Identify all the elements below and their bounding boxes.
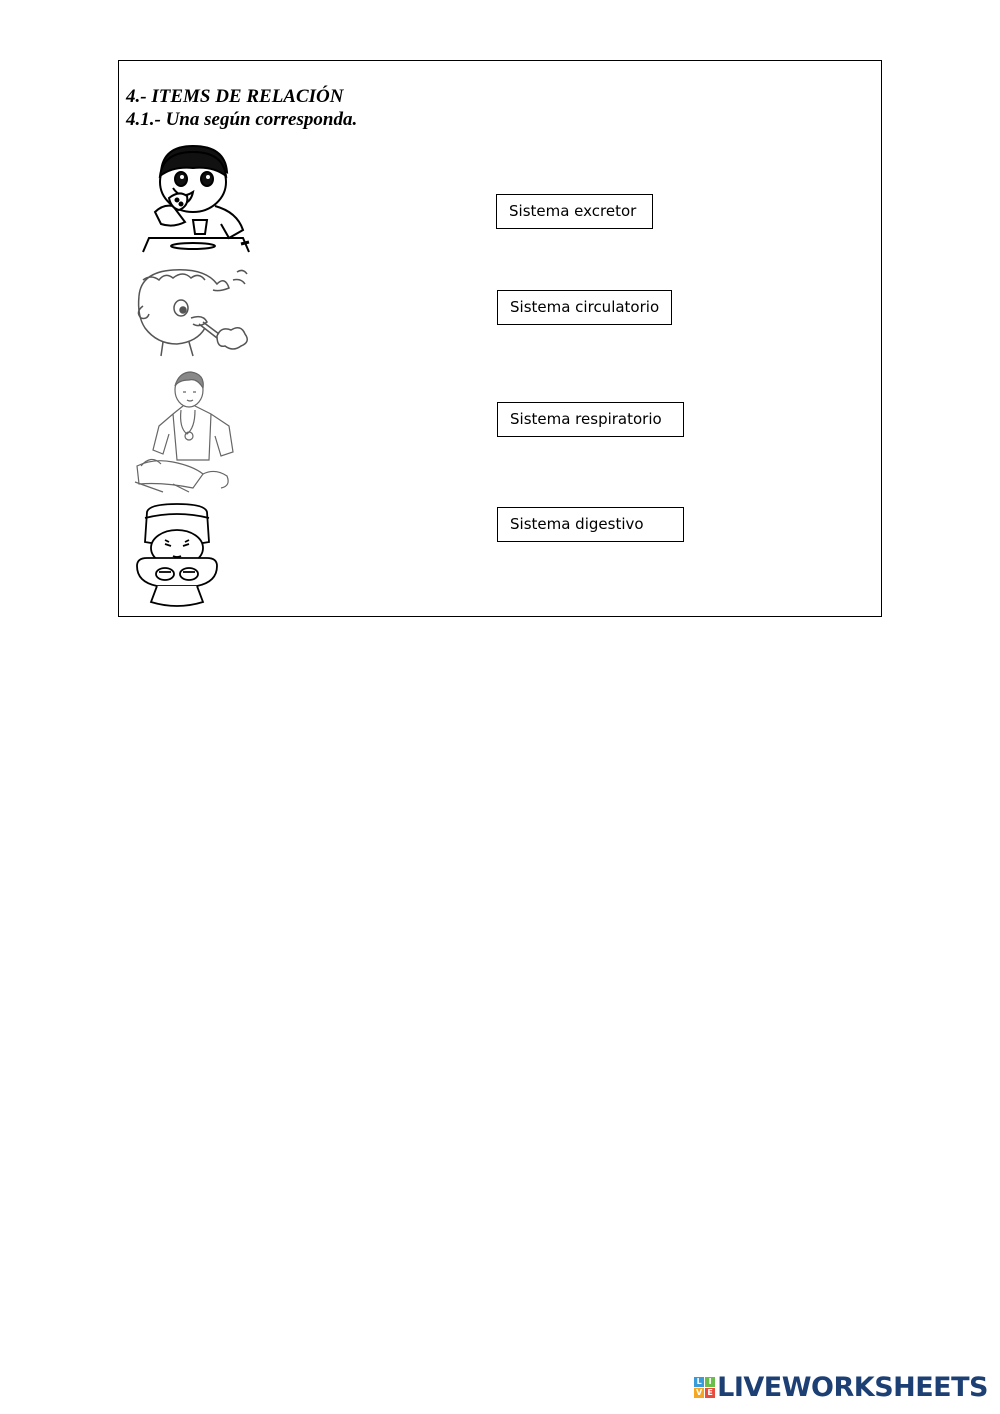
brand-name: LIVEWORKSHEETS	[717, 1372, 988, 1403]
option-sistema-respiratorio[interactable]: Sistema respiratorio	[497, 402, 684, 437]
liveworksheets-logo	[694, 1372, 988, 1403]
logo-letter-i: I	[705, 1377, 715, 1387]
logo-letter-e: E	[705, 1388, 715, 1398]
logo-letter-v: V	[696, 1388, 703, 1397]
child-eating-icon	[133, 142, 251, 254]
option-sistema-excretor[interactable]: Sistema excretor	[496, 194, 653, 229]
instruction-text: 4.1.- Una según corresponda.	[126, 109, 358, 130]
liveworksheets-logo-icon	[694, 1377, 715, 1398]
logo-letter-l: L	[694, 1377, 704, 1387]
option-sistema-circulatorio[interactable]: Sistema circulatorio	[497, 290, 672, 325]
child-on-toilet-icon	[133, 502, 223, 608]
option-sistema-digestivo[interactable]: Sistema digestivo	[497, 507, 684, 542]
child-breathing-icon	[133, 266, 251, 358]
doctor-checking-patient-icon	[133, 370, 241, 494]
section-title: 4.- ITEMS DE RELACIÓN	[126, 86, 344, 107]
